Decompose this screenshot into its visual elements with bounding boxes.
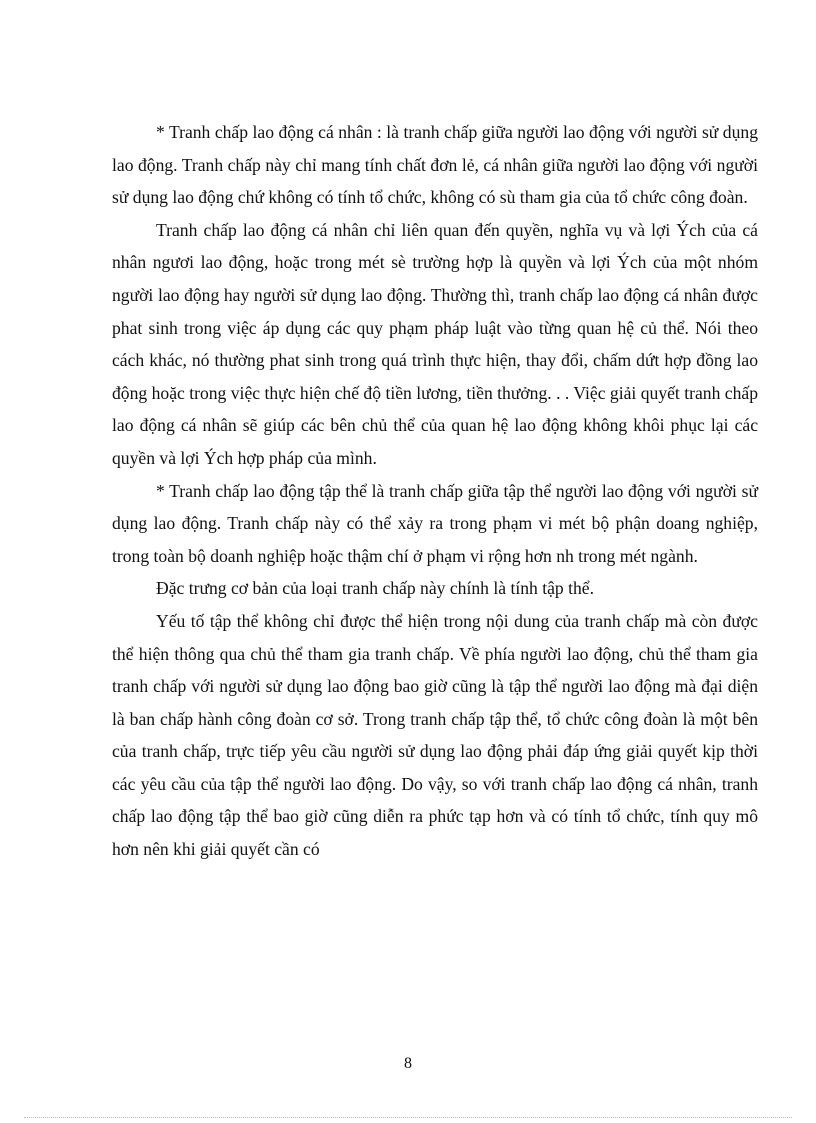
body-text bbox=[112, 116, 758, 866]
paragraph-collective-dispute-definition: * Tranh chấp lao động tập thể là tranh chấp giữa tập thể người lao động với người sử dụng lao động. Tranh chấp này có thể xảy ra trong phạm vi mét bộ phận doang nghiệp, trong toàn bộ doanh nghiệp hoặc thậm chí ở phạm vi rộng hơn nh trong mét ngành. bbox=[112, 480, 758, 566]
paragraph-collective-element: Yếu tố tập thể không chỉ được thể hiện trong nội dung của tranh chấp mà còn được thể hiện thông qua chủ thể tham gia tranh chấp. Về phía người lao động, chủ thể tham gia tranh chấp với người sử dụng lao động bao giờ cũng là tập thể người lao động mà đại diện là ban chấp hành công đoàn cơ sở. Trong tranh chấp tập thể, tổ chức công đoàn là một bên của tranh chấp, trực tiếp yêu cầu người sử dụng lao động phải đáp ứng giải quyết kịp thời các yêu cầu của tập thể người lao động. Do vậy, so với tranh chấp lao động cá nhân, tranh chấp lao động tập thể bao giờ cũng diễn ra phức tạp hơn và có tính tổ chức, tính quy mô hơn nên khi giải quyết cần có bbox=[112, 610, 758, 860]
bottom-divider bbox=[24, 1117, 792, 1118]
paragraph-individual-dispute-definition: * Tranh chấp lao động cá nhân : là tranh chấp giữa người lao động với người sử dụng lao động. Tranh chấp này chỉ mang tính chất đơn lẻ, cá nhân giữa người lao động với người sử dụng lao động chứ không có tính tổ chức, không có sù tham gia của tổ chức công đoàn. bbox=[112, 122, 758, 208]
paragraph-individual-dispute-scope: Tranh chấp lao động cá nhân chỉ liên quan đến quyền, nghĩa vụ và lợi Ých của cá nhân ngươi lao động, hoặc trong mét sè trường hợp là quyền và lợi Ých của một nhóm người lao động hay người sử dụng lao động. Thường thì, tranh chấp lao động cá nhân được phat sinh trong việc áp dụng các quy phạm pháp luật vào từng quan hệ củ thể. Nói theo cách khác, nó thường phat sinh trong quá trình thực hiện, thay đổi, chấm dứt hợp đồng lao động hoặc trong việc thực hiện chế độ tiền lương, tiền thưởng. . . Việc giải quyết tranh chấp lao động cá nhân sẽ giúp các bên chủ thể của quan hệ lao động không khôi phục lại các quyền và lợi Ých hợp pháp của mình. bbox=[112, 219, 758, 468]
page-number: 8 bbox=[404, 1055, 412, 1072]
paragraph-collective-characteristic: Đặc trưng cơ bản của loại tranh chấp này chính là tính tập thể. bbox=[156, 578, 594, 599]
